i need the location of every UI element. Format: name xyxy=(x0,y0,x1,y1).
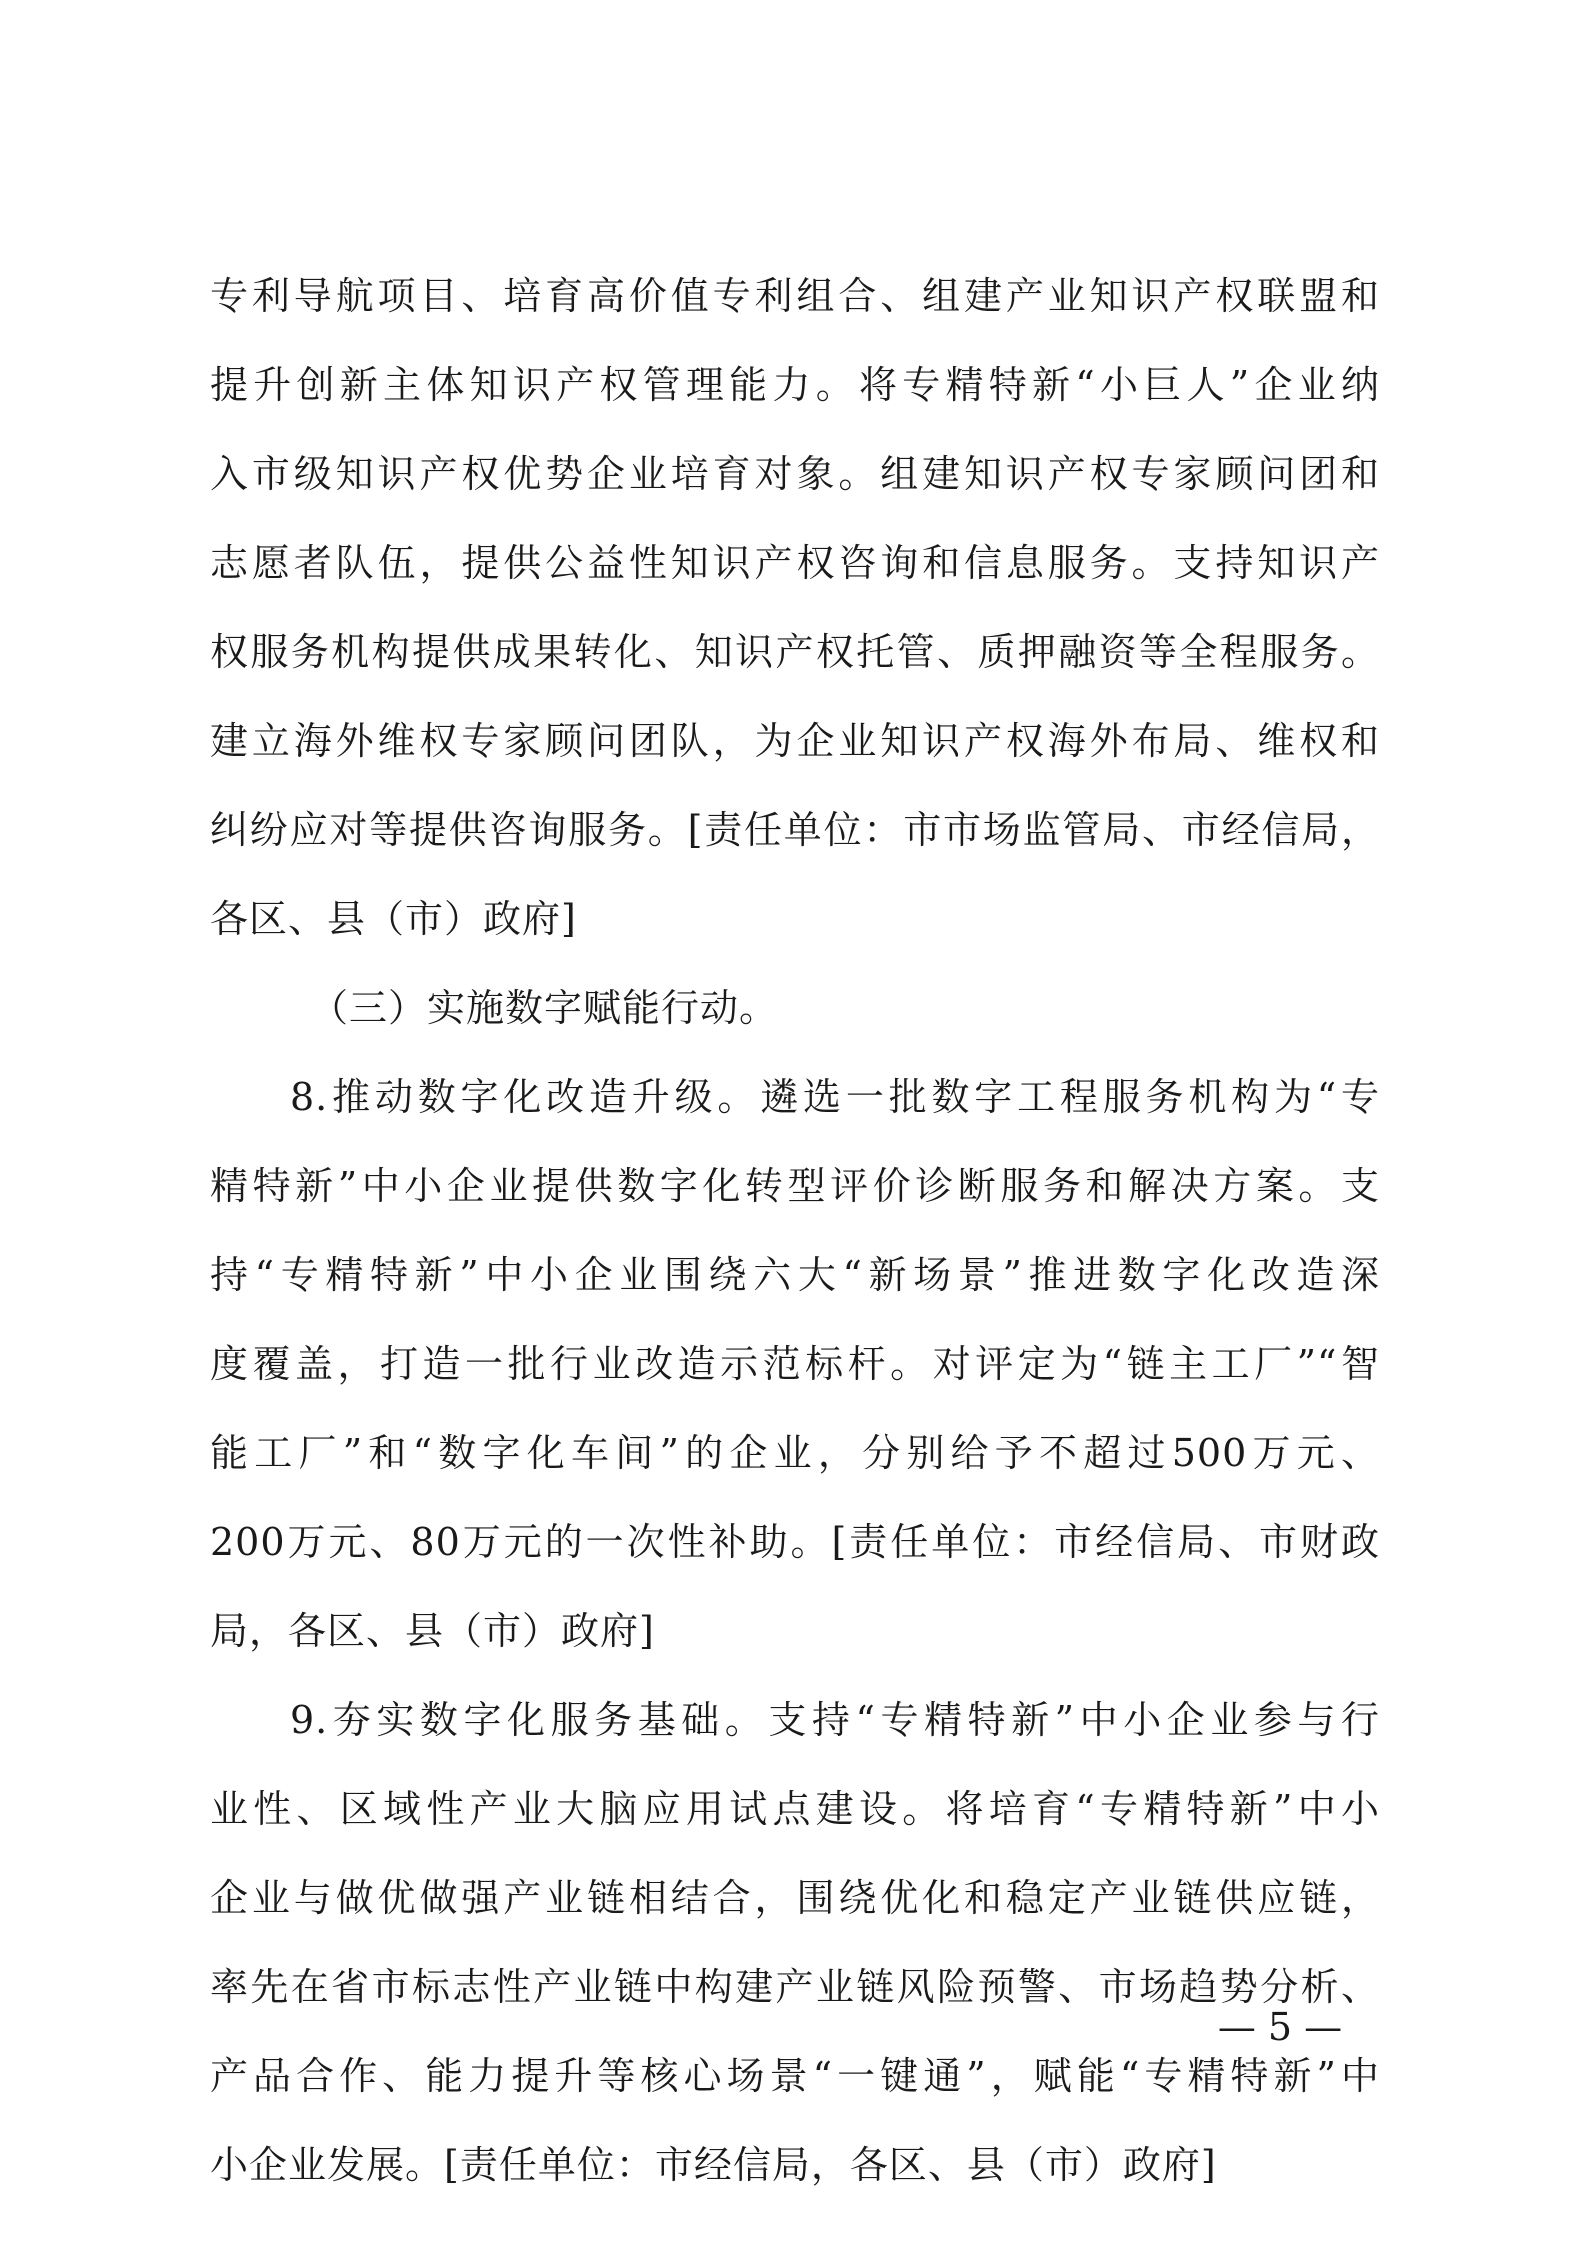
text-line: 纠纷应对等提供咨询服务。[责任单位：市市场监管局、市经信局， xyxy=(210,808,1380,852)
text-line: 小企业发展。[责任单位：市经信局，各区、县（市）政府] xyxy=(210,2143,1217,2187)
text-line: 建立海外维权专家顾问团队，为企业知识产权海外布局、维权和 xyxy=(210,719,1380,763)
text-line: 持“专精特新”中小企业围绕六大“新场景”推进数字化改造深 xyxy=(210,1253,1380,1297)
text-line: 局，各区、县（市）政府] xyxy=(210,1609,655,1653)
text-line: 各区、县（市）政府] xyxy=(210,897,577,941)
page-number: — 5 — xyxy=(1217,2005,1343,2049)
text-line: 提升创新主体知识产权管理能力。将专精特新“小巨人”企业纳 xyxy=(210,363,1380,407)
text-line: 度覆盖，打造一批行业改造示范标杆。对评定为“链主工厂”“智 xyxy=(210,1342,1380,1386)
text-line: 志愿者队伍，提供公益性知识产权咨询和信息服务。支持知识产 xyxy=(210,541,1380,585)
paragraph-start-line: 8.推动数字化改造升级。遴选一批数字工程服务机构为“专 xyxy=(290,1075,1380,1119)
text-line: 200万元、80万元的一次性补助。[责任单位：市经信局、市财政 xyxy=(210,1520,1380,1564)
text-line: 能工厂”和“数字化车间”的企业，分别给予不超过500万元、 xyxy=(210,1431,1380,1475)
text-line: 率先在省市标志性产业链中构建产业链风险预警、市场趋势分析、 xyxy=(210,1965,1380,2009)
paragraph-start-line: 9.夯实数字化服务基础。支持“专精特新”中小企业参与行 xyxy=(290,1698,1380,1742)
text-line: 入市级知识产权优势企业培育对象。组建知识产权专家顾问团和 xyxy=(210,452,1380,496)
text-line: 权服务机构提供成果转化、知识产权托管、质押融资等全程服务。 xyxy=(210,630,1380,674)
section-heading: （三）实施数字赋能行动。 xyxy=(310,986,779,1030)
body-text xyxy=(210,252,1380,2210)
text-line: 业性、区域性产业大脑应用试点建设。将培育“专精特新”中小 xyxy=(210,1787,1380,1831)
text-line: 精特新”中小企业提供数字化转型评价诊断服务和解决方案。支 xyxy=(210,1164,1380,1208)
text-line: 专利导航项目、培育高价值专利组合、组建产业知识产权联盟和 xyxy=(210,274,1380,318)
text-line: 产品合作、能力提升等核心场景“一键通”，赋能“专精特新”中 xyxy=(210,2054,1380,2098)
text-line: 企业与做优做强产业链相结合，围绕优化和稳定产业链供应链， xyxy=(210,1876,1380,1920)
